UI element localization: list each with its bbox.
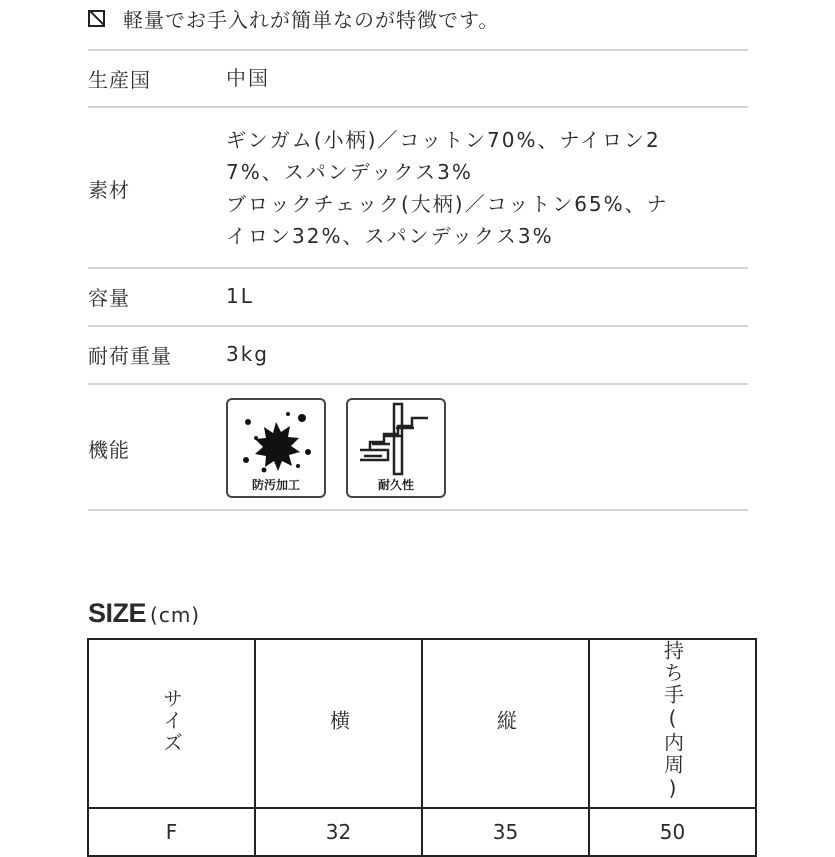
stain-splash-icon [226, 398, 326, 498]
spec-value: 1L [226, 284, 254, 308]
size-table [87, 638, 757, 857]
spec-value-material [226, 124, 669, 252]
feature-note [88, 0, 499, 36]
spec-row-origin [88, 58, 748, 98]
header-width: 横 [326, 710, 351, 732]
material-line: ブロックチェック(大柄)／コットン65%、ナ [226, 192, 669, 216]
table-header-cell [589, 639, 756, 808]
divider [88, 267, 748, 269]
size-unit: (cm) [150, 603, 201, 627]
spec-label: 機能 [88, 437, 130, 462]
size-heading [88, 598, 200, 629]
divider [88, 49, 748, 51]
table-cell: 32 [255, 808, 422, 856]
divider [88, 106, 748, 108]
divider [88, 383, 748, 385]
table-header-cell [255, 639, 422, 808]
table-cell: 35 [422, 808, 589, 856]
spec-row-load [88, 334, 748, 374]
divider [88, 509, 748, 511]
table-cell: F [88, 808, 255, 856]
table-row [88, 808, 756, 856]
spec-row-function [88, 396, 748, 500]
header-handle: 持ち手(内周) [660, 640, 685, 802]
material-line: 7%、スパンデックス3% [226, 160, 473, 184]
header-height: 縦 [493, 710, 518, 732]
divider [88, 325, 748, 327]
spec-label: 容量 [88, 285, 130, 310]
stitch-durability-icon [346, 398, 446, 498]
spec-row-material [88, 118, 748, 258]
spec-label: 素材 [88, 177, 130, 202]
table-header-cell [422, 639, 589, 808]
header-size: サイズ [159, 688, 184, 754]
function-caption: 防汚加工 [251, 478, 300, 492]
table-header-row [88, 639, 756, 808]
spec-label: 生産国 [88, 67, 151, 92]
spec-value: 中国 [226, 66, 270, 90]
spec-row-capacity [88, 276, 748, 316]
size-title: SIZE [88, 598, 147, 628]
checkbox-icon [88, 10, 105, 27]
feature-note-text: 軽量でお手入れが簡単なのが特徴です。 [123, 7, 500, 32]
function-caption: 耐久性 [377, 478, 414, 492]
material-line: イロン32%、スパンデックス3% [226, 224, 554, 248]
function-icons [226, 398, 466, 498]
spec-value: 3kg [226, 342, 270, 366]
table-header-cell [88, 639, 255, 808]
table-cell: 50 [589, 808, 756, 856]
spec-label: 耐荷重量 [88, 343, 172, 368]
material-line: ギンガム(小柄)／コットン70%、ナイロン2 [226, 128, 661, 152]
